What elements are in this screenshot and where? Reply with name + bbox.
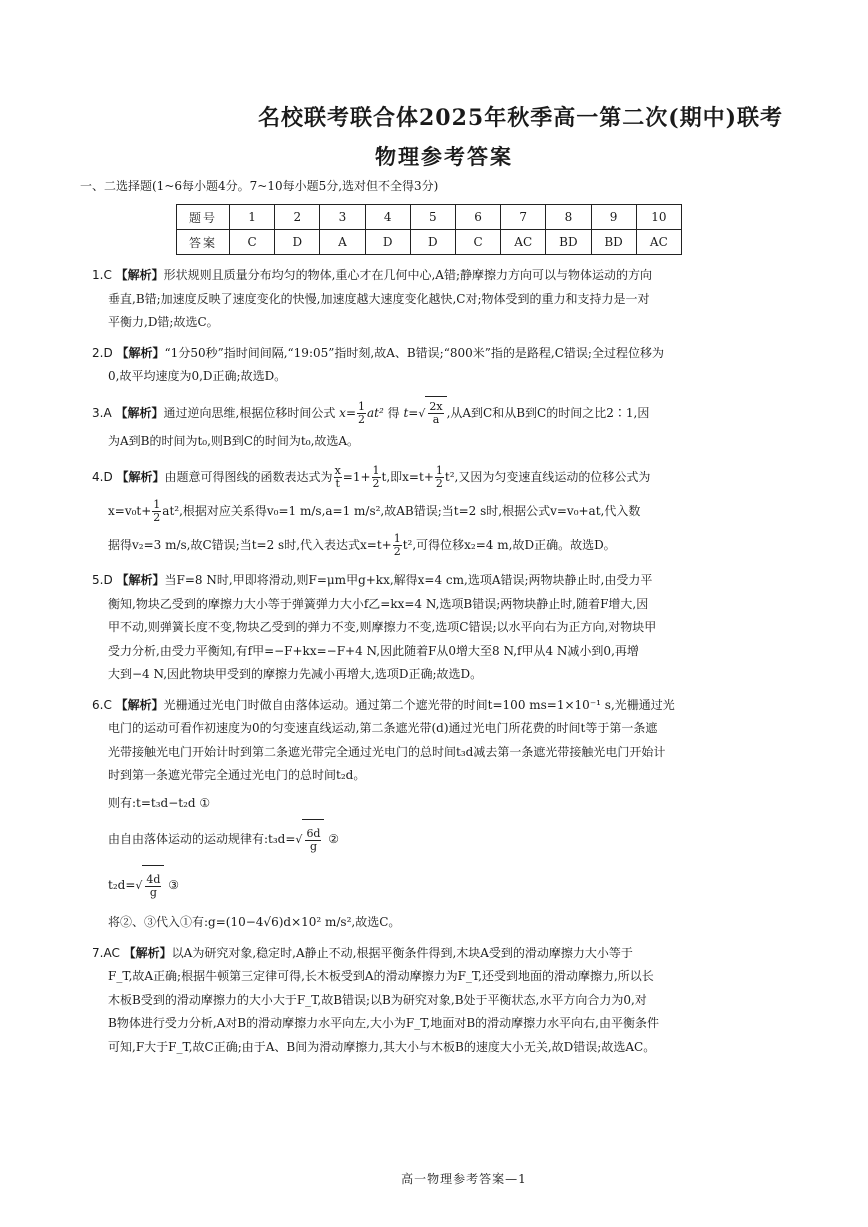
- answer-cell: BD: [591, 230, 636, 255]
- explanation-text: x=v₀t+: [108, 504, 152, 518]
- fraction-denominator: 2: [372, 477, 380, 490]
- fraction-denominator: a: [432, 413, 440, 426]
- fraction: [152, 499, 161, 524]
- analysis-tag: 【解析】: [116, 573, 165, 587]
- formula-text: at²: [367, 405, 384, 420]
- explanation-line: [92, 460, 772, 494]
- equation-text: ③: [164, 878, 180, 892]
- answer-cell: AC: [501, 230, 546, 255]
- equation-text: t₂d=: [108, 878, 136, 892]
- fraction: [372, 465, 381, 490]
- equation-text: ②: [324, 832, 340, 846]
- answer-cell: C: [230, 230, 275, 255]
- question-answer-label: 5.D: [92, 573, 113, 587]
- answer-cell: BD: [546, 230, 591, 255]
- explanation-text: 以A为研究对象,稳定时,A静止不动,根据平衡条件得到,木块A受到的滑动摩擦力大小等于: [171, 945, 633, 960]
- fraction: [145, 874, 161, 899]
- explanation-text: 通过逆向思维,根据位移时间公式: [163, 405, 336, 420]
- explanation-q1: [92, 264, 772, 335]
- question-number: 6: [455, 205, 500, 230]
- explanation-text: at²,根据对应关系得v₀=1 m/s,a=1 m/s²,故AB错误;当t=2 s时,根据公式v=v₀+at,代入数: [162, 504, 641, 518]
- question-answer-label: 4.D: [92, 470, 113, 484]
- square-root: √ $\frac{2x}{a}$: [418, 396, 446, 431]
- fraction-numerator: 1: [393, 532, 401, 545]
- formula-text: x=: [339, 405, 356, 420]
- table-row-label: 答案: [177, 230, 230, 255]
- fraction-numerator: 6d: [306, 826, 321, 840]
- question-answer-label: 1.C: [92, 268, 112, 282]
- formula-text: t=: [403, 405, 419, 420]
- answer-cell: AC: [636, 230, 681, 255]
- explanation-line: 受力分析,由受力平衡知,有f甲=−F+kx=−F+4 N,因此随着F从0增大至8 N,f甲从4 N减小到0,再增: [108, 643, 639, 658]
- explanation-q6: [92, 694, 772, 935]
- explanation-line: [92, 942, 772, 966]
- explanation-text: t²,可得位移x₂=4 m,故D正确。故选D。: [402, 538, 616, 552]
- explanation-line: [92, 694, 772, 718]
- section-heading: 一、二选择题(1~6每小题4分。7~10每小题5分,选对但不全得3分): [80, 179, 439, 193]
- explanation-text: 据得v₂=3 m/s,故C错误;当t=2 s时,代入表达式x=t+: [108, 538, 392, 552]
- square-root: √ $\frac{6d}{g}$: [295, 819, 324, 860]
- fraction-denominator: g: [149, 885, 157, 899]
- explanation-line: [92, 342, 772, 366]
- analysis-tag: 【解析】: [116, 470, 165, 484]
- fraction-numerator: 1: [153, 498, 161, 511]
- question-number: 5: [410, 205, 455, 230]
- question-answer-label: 7.AC: [92, 945, 120, 960]
- explanation-line: 甲不动,则弹簧长度不变,物块乙受到的弹力不变,则摩擦力不变,选项C错误;以水平向右为正方向,对物块甲: [108, 620, 657, 634]
- explanation-q7: [92, 942, 772, 1060]
- equation-2: [92, 819, 772, 859]
- table-row-label: 题号: [177, 205, 230, 230]
- fraction-denominator: g: [309, 839, 317, 853]
- explanation-q4: [92, 460, 772, 562]
- question-number: 7: [501, 205, 546, 230]
- square-root: √ $\frac{4d}{g}$: [135, 865, 164, 906]
- analysis-tag: 【解析】: [115, 697, 164, 712]
- answer-table-number-row: [177, 205, 682, 230]
- explanation-text: 当F=8 N时,甲即将滑动,则F=μm甲g+kx,解得x=4 cm,选项A错误;两物块静止时,由受力平: [164, 573, 653, 587]
- fraction: [357, 401, 366, 426]
- explanation-text: ,从A到C和从B到C的时间之比2∶1,因: [446, 405, 650, 420]
- explanation-text: =1+: [342, 470, 371, 484]
- question-number: 10: [636, 205, 681, 230]
- explanations: [92, 264, 772, 1066]
- fraction-numerator: 4d: [146, 872, 161, 886]
- explanation-line: 可知,F大于F_T,故C正确;由于A、B间为滑动摩擦力,其大小与木板B的速度大小无关,故D错误;故选AC。: [108, 1039, 656, 1054]
- page-title: 名校联考联合体2025年秋季高一第二次(期中)联考: [258, 105, 784, 131]
- fraction-denominator: 2: [435, 477, 443, 490]
- question-answer-label: 3.A: [92, 405, 112, 420]
- explanation-line: B物体进行受力分析,A对B的滑动摩擦力水平向左,大小为F_T,地面对B的滑动摩擦力水平向右,由平衡条件: [108, 1016, 659, 1030]
- explanation-line: 时到第一条遮光带完全通过光电门的总时间t₂d。: [108, 768, 366, 782]
- explanation-text: t,即x=t+: [381, 470, 434, 484]
- answer-table-answer-row: [177, 230, 682, 255]
- analysis-tag: 【解析】: [123, 945, 172, 960]
- equation-1: 则有:t=t₃d−t₂d ①: [108, 795, 211, 810]
- fraction-denominator: 2: [153, 511, 161, 524]
- fraction-numerator: 2x: [429, 400, 443, 413]
- explanation-text: 形状规则且质量分布均匀的物体,重心才在几何中心,A错;静摩擦力方向可以与物体运动的方向: [163, 268, 653, 282]
- fraction-numerator: 1: [435, 464, 443, 477]
- explanation-q3: [92, 396, 772, 454]
- explanation-text: 光栅通过光电门时做自由落体运动。通过第二个遮光带的时间t=100 ms=1×10⁻¹ s,光栅通过光: [163, 697, 675, 712]
- explanation-line: 光带接触光电门开始计时到第二条遮光带完全通过光电门的总时间t₃d减去第一条遮光带接触光电门开始计: [108, 744, 666, 759]
- fraction: [393, 533, 402, 558]
- equation-4: 将②、③代入①有:g=(10−4√6)d×10² m/s²,故选C。: [108, 915, 401, 929]
- fraction-denominator: 2: [393, 545, 401, 558]
- fraction-denominator: t: [335, 477, 340, 490]
- explanation-line: 电门的运动可看作初速度为0的匀变速直线运动,第二条遮光带(d)通过光电门所花费的时间t等于第一条遮: [108, 721, 658, 735]
- answer-cell: C: [455, 230, 500, 255]
- analysis-tag: 【解析】: [115, 405, 164, 420]
- analysis-tag: 【解析】: [115, 268, 164, 282]
- fraction: [435, 465, 444, 490]
- explanation-line: F_T,故A正确;根据牛顿第三定律可得,长木板受到A的滑动摩擦力为F_T,还受到地面的滑动摩擦力,所以长: [108, 969, 654, 983]
- page-subtitle: 物理参考答案: [375, 144, 513, 169]
- equation-text: 由自由落体运动的运动规律有:t₃d=: [108, 832, 296, 846]
- question-number: 3: [320, 205, 365, 230]
- explanation-q2: [92, 342, 772, 389]
- explanation-line: [92, 264, 772, 288]
- explanation-line: [92, 396, 772, 430]
- question-answer-label: 6.C: [92, 697, 112, 712]
- fraction: [428, 401, 443, 426]
- explanation-q5: [92, 569, 772, 687]
- fraction: [334, 465, 342, 490]
- explanation-line: 木板B受到的滑动摩擦力的大小大于F_T,故B错误;以B为研究对象,B处于平衡状态,水平方向合力为0,对: [108, 992, 647, 1007]
- question-number: 8: [546, 205, 591, 230]
- explanation-line: 衡知,物块乙受到的摩擦力大小等于弹簧弹力大小f乙=kx=4 N,选项B错误;两物块静止时,随着F增大,因: [108, 596, 649, 611]
- analysis-tag: 【解析】: [116, 345, 165, 360]
- answer-cell: D: [410, 230, 455, 255]
- explanation-text: 由题意可得图线的函数表达式为: [164, 470, 333, 484]
- question-number: 1: [230, 205, 275, 230]
- question-answer-label: 2.D: [92, 345, 113, 360]
- answer-cell: D: [275, 230, 320, 255]
- explanation-line: 垂直,B错;加速度反映了速度变化的快慢,加速度越大速度变化越快,C对;物体受到的重力和支持力是一对: [108, 291, 650, 306]
- explanation-text: t²,又因为匀变速直线运动的位移公式为: [444, 470, 651, 484]
- explanation-line: 为A到B的时间为t₀,则B到C的时间为t₀,故选A。: [108, 433, 360, 448]
- answer-table: [176, 204, 682, 255]
- fraction-numerator: 1: [372, 464, 380, 477]
- explanation-text: “1分50秒”指时间间隔,“19:05”指时刻,故A、B错误;“800米”指的是路程,C错误;全过程位移为: [164, 345, 664, 360]
- answer-cell: A: [320, 230, 365, 255]
- question-number: 4: [365, 205, 410, 230]
- explanation-line: [92, 569, 772, 593]
- explanation-line: [92, 528, 772, 562]
- equation-3: [92, 865, 772, 905]
- explanation-line: [92, 494, 772, 528]
- page-footer: 高一物理参考答案—1: [401, 1172, 527, 1186]
- fraction-denominator: 2: [358, 412, 365, 426]
- explanation-line: 平衡力,D错;故选C。: [108, 315, 219, 329]
- fraction-numerator: 1: [358, 399, 365, 413]
- explanation-line: 大到−4 N,因此物块甲受到的摩擦力先减小再增大,选项D正确;故选D。: [108, 667, 483, 681]
- question-number: 2: [275, 205, 320, 230]
- explanation-line: 0,故平均速度为0,D正确;故选D。: [108, 369, 287, 383]
- answer-cell: D: [365, 230, 410, 255]
- question-number: 9: [591, 205, 636, 230]
- fraction: [305, 828, 321, 853]
- fraction-numerator: x: [334, 464, 341, 477]
- explanation-text: 得: [387, 405, 400, 420]
